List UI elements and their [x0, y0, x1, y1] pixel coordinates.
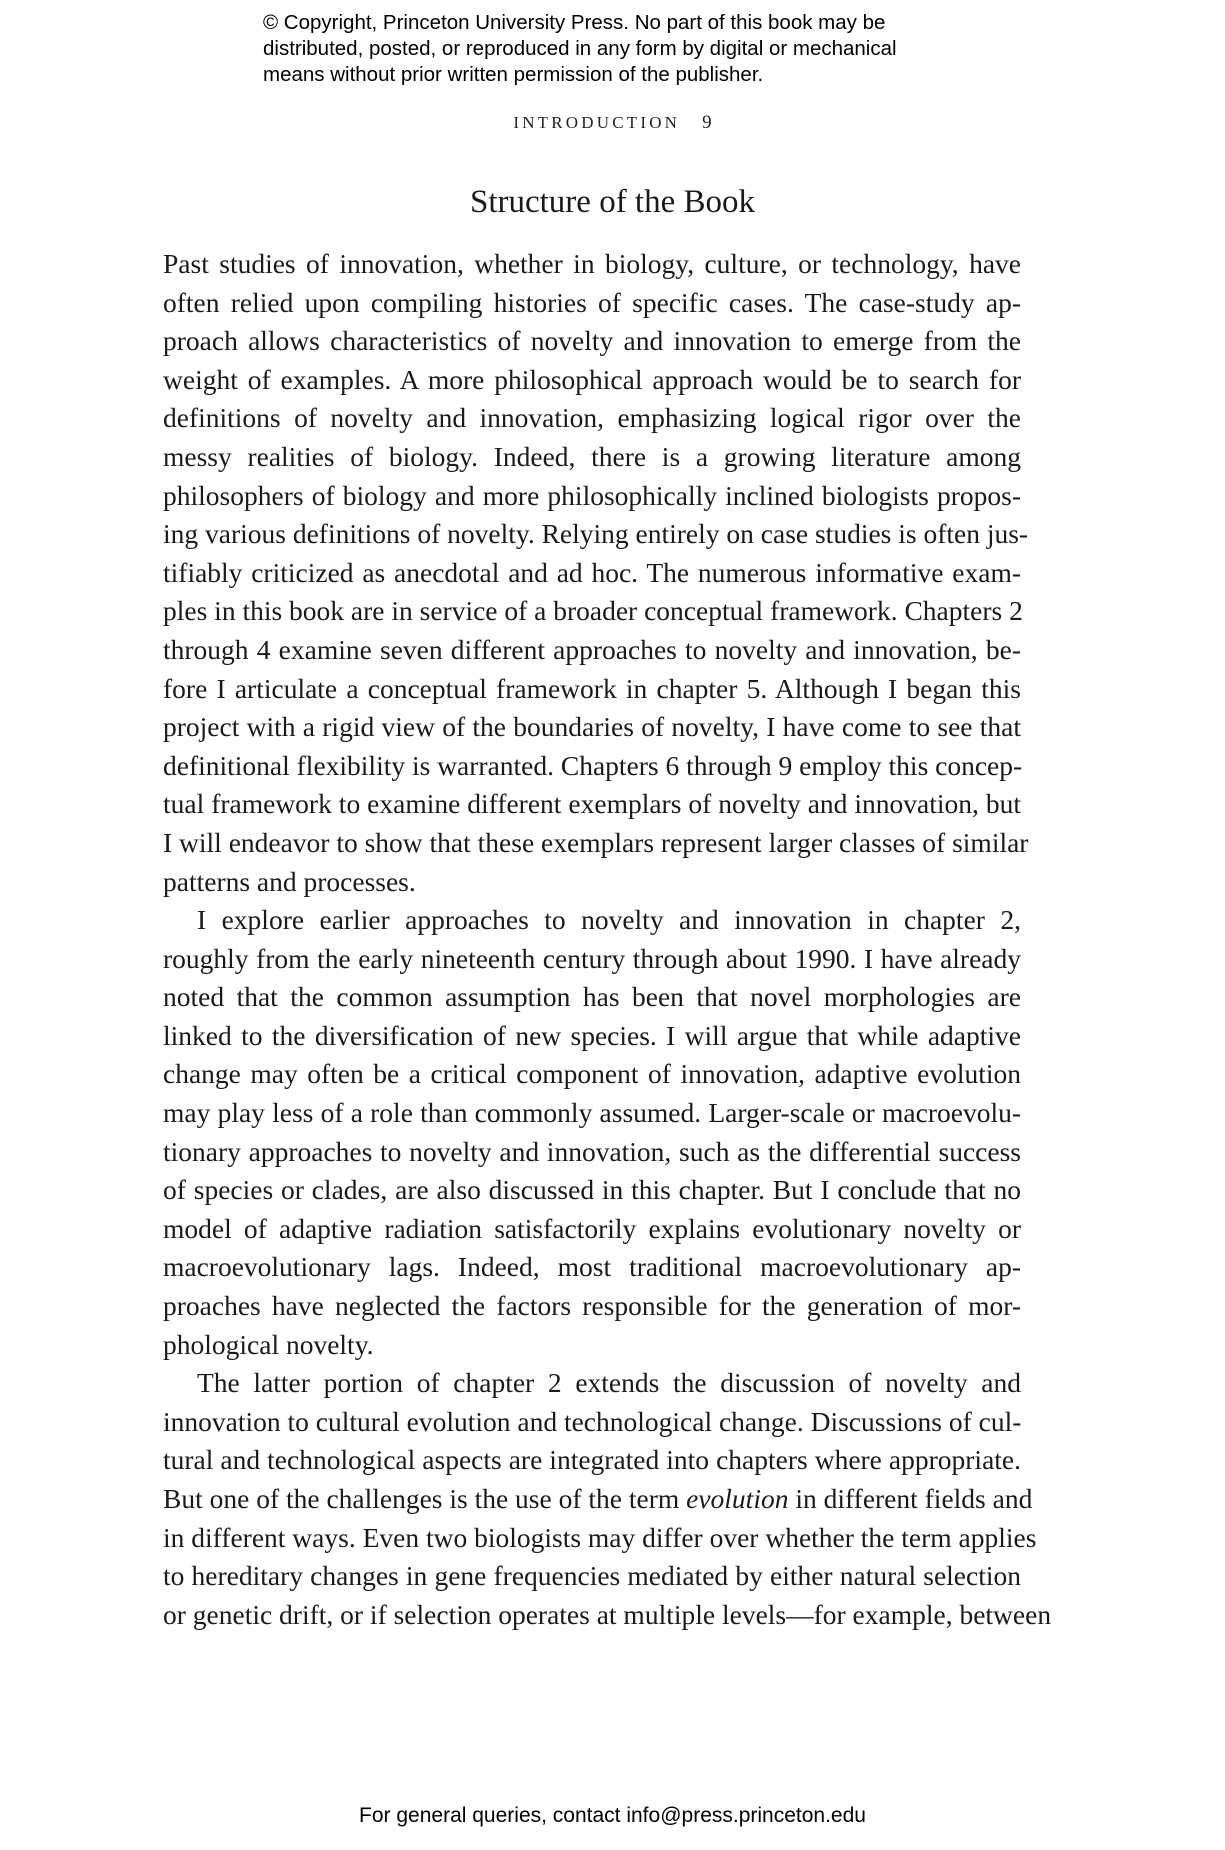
text-line: fore I articulate a conceptual framework in chapter 5. Although I began this [163, 672, 1021, 704]
text-line: definitional flexibility is warranted. Chapters 6 through 9 employ this concep- [163, 749, 1023, 781]
text-line: proach allows characteristics of novelty and innovation to emerge from the [163, 325, 1021, 357]
page-number: 9 [702, 112, 712, 133]
text-line: may play less of a role than commonly assumed. Larger-scale or macroevolu- [163, 1097, 1021, 1129]
running-head-title: INTRODUCTION [513, 113, 681, 132]
text-line: to hereditary changes in gene frequencies mediated by either natural selection [163, 1560, 1021, 1592]
text-line: ples in this book are in service of a broader conceptual framework. Chapters 2 [163, 595, 1023, 627]
paragraph [163, 245, 1029, 901]
text-line: philosophers of biology and more philosophically inclined biologists propos- [163, 479, 1021, 511]
copyright-line: means without prior written permission of the publisher. [263, 63, 764, 86]
text-line: of species or clades, are also discussed in this chapter. But I conclude that no [163, 1174, 1021, 1206]
text-line: messy realities of biology. Indeed, there is a growing literature among [163, 440, 1021, 472]
text-line: definitions of novelty and innovation, emphasizing logical rigor over the [163, 402, 1021, 434]
text-line: linked to the diversification of new species. I will argue that while adaptive [163, 1019, 1021, 1051]
copyright-notice [263, 10, 983, 88]
section-title: Structure of the Book [469, 184, 756, 220]
text-line: tifiably criticized as anecdotal and ad hoc. The numerous informative exam- [163, 556, 1021, 588]
text-line: often relied upon compiling histories of specific cases. The case-study ap- [163, 286, 1021, 318]
text-line: I explore earlier approaches to novelty and innovation in chapter 2, [197, 904, 1021, 936]
text-line: noted that the common assumption has been that novel morphologies are [163, 981, 1021, 1013]
text-line: tual framework to examine different exemplars of novelty and innovation, but [163, 788, 1021, 820]
body-text [163, 245, 1052, 1634]
text-line: But one of the challenges is the use of the term evolution in different fields and [163, 1483, 1033, 1514]
text-line: model of adaptive radiation satisfactorily explains evolutionary novelty or [163, 1212, 1021, 1244]
text-line: I will endeavor to show that these exemplars represent larger classes of similar [163, 826, 1029, 858]
text-line: weight of examples. A more philosophical approach would be to search for [163, 363, 1021, 395]
text-line: in different ways. Even two biologists may differ over whether the term applies [163, 1521, 1037, 1553]
text-line: tural and technological aspects are integrated into chapters where appropriate. [163, 1444, 1021, 1476]
text-line: through 4 examine seven different approaches to novelty and innovation, be- [163, 633, 1021, 665]
text-line: innovation to cultural evolution and technological change. Discussions of cul- [163, 1405, 1022, 1437]
text-line: proaches have neglected the factors responsible for the generation of mor- [163, 1290, 1021, 1322]
paragraph [163, 901, 1021, 1364]
text-line: macroevolutionary lags. Indeed, most traditional macroevolutionary ap- [163, 1251, 1021, 1283]
text-line: ing various definitions of novelty. Relying entirely on case studies is often jus- [163, 518, 1029, 550]
copyright-line: distributed, posted, or reproduced in any form by digital or mechanical [263, 37, 897, 60]
text-line: tionary approaches to novelty and innovation, such as the differential success [163, 1135, 1021, 1167]
paragraph [163, 1364, 1052, 1634]
footer-contact: For general queries, contact info@press.princeton.edu [359, 1804, 866, 1827]
copyright-line: © Copyright, Princeton University Press. No part of this book may be [263, 11, 886, 34]
text-line: Past studies of innovation, whether in biology, culture, or technology, have [163, 248, 1021, 279]
italic-term: evolution [686, 1483, 789, 1514]
text-line: or genetic drift, or if selection operates at multiple levels—for example, between [163, 1598, 1052, 1630]
running-head [0, 112, 1225, 134]
text-line: project with a rigid view of the boundaries of novelty, I have come to see that [163, 711, 1021, 743]
text-line: The latter portion of chapter 2 extends the discussion of novelty and [197, 1367, 1021, 1399]
text-line: change may often be a critical component of innovation, adaptive evolution [163, 1058, 1021, 1090]
text-line: phological novelty. [163, 1328, 374, 1360]
text-line: roughly from the early nineteenth century through about 1990. I have already [163, 942, 1021, 974]
text-line: patterns and processes. [163, 865, 416, 897]
